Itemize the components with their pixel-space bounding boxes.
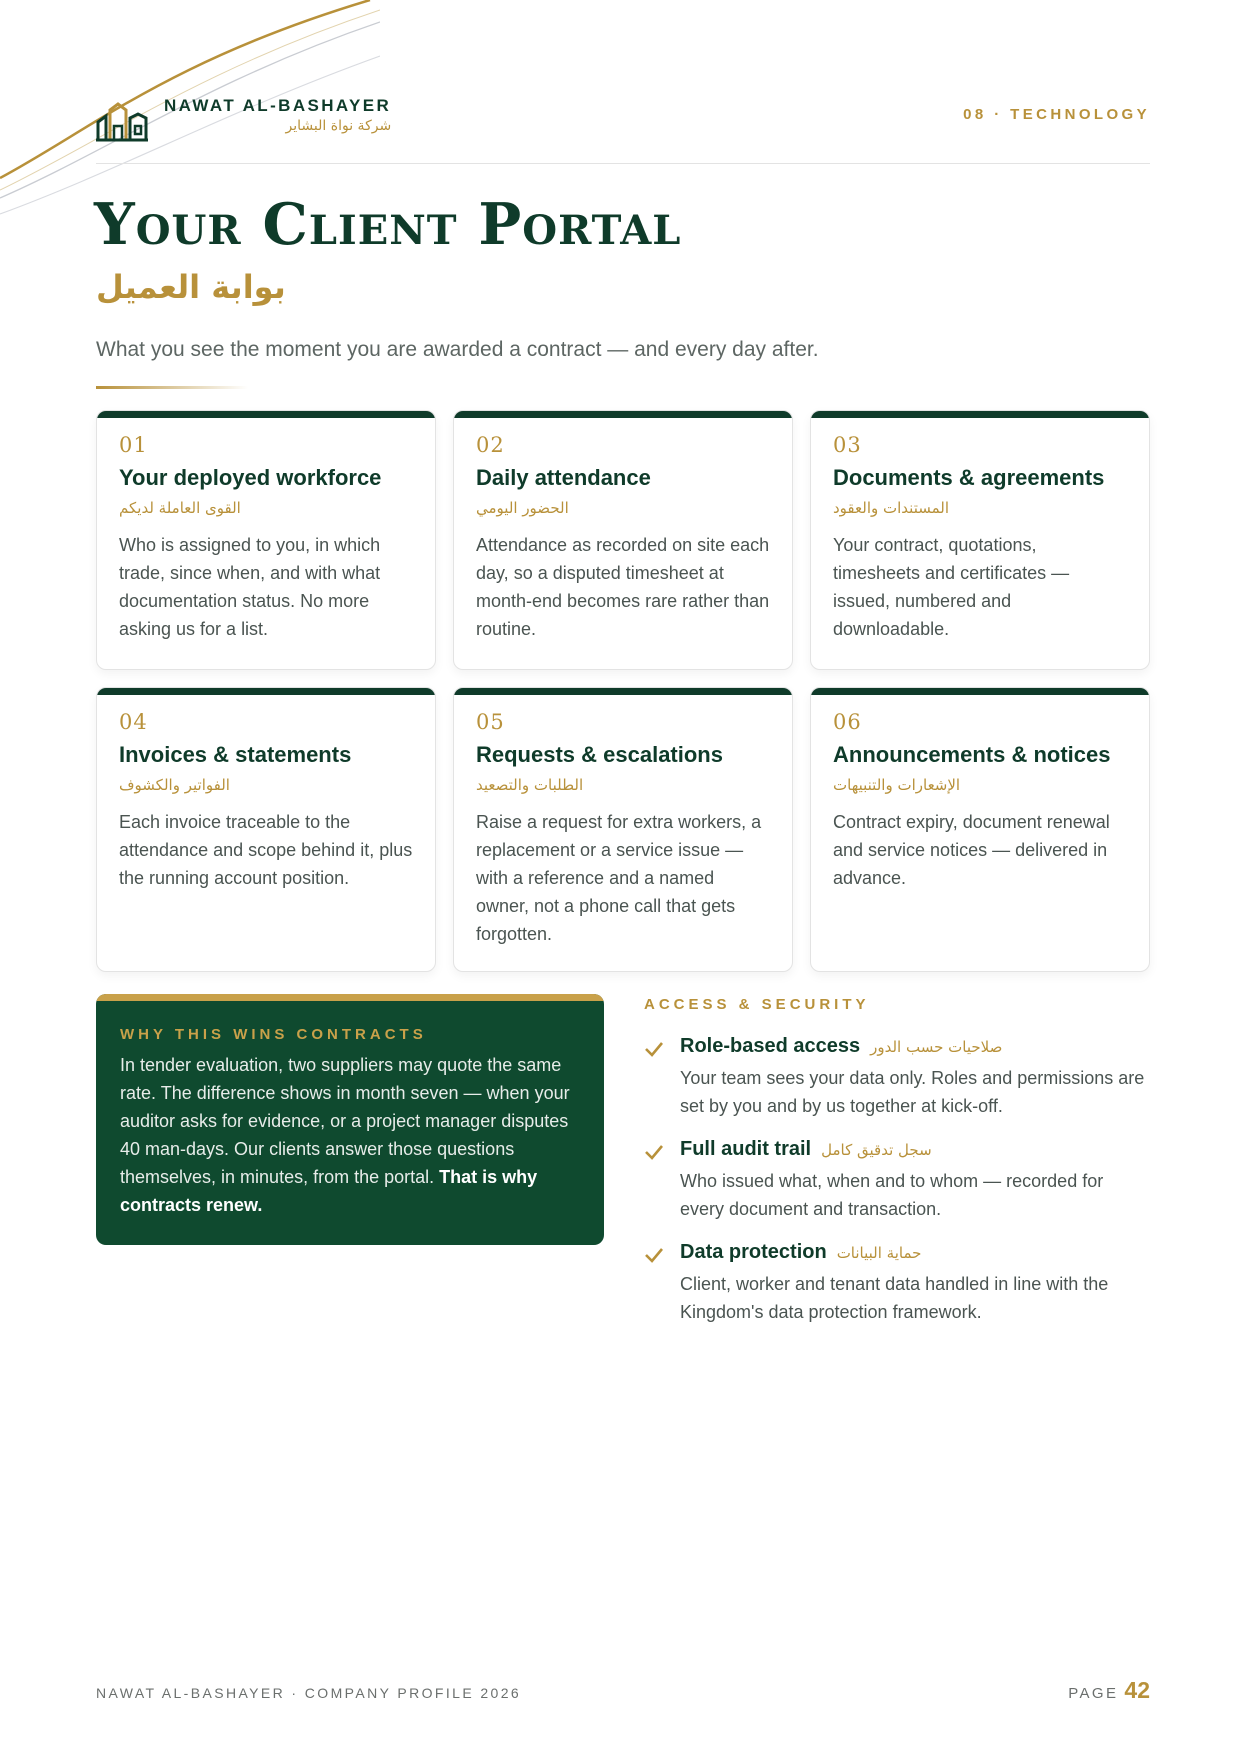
- access-item-title: Role-based access: [680, 1035, 861, 1057]
- page-number: 42: [1124, 1677, 1150, 1703]
- card-number: 05: [476, 710, 505, 734]
- why-body: In tender evaluation, two suppliers may quote the same rate. The difference shows in month seven — when your auditor asks for evidence, or a project manager disputes 40 man-days. Our clients answer those questions themselves, in minutes, from the portal.: [120, 1055, 570, 1187]
- card-number: 06: [833, 710, 862, 734]
- card-title: Requests & escalations: [476, 742, 723, 767]
- page-header: [96, 92, 1150, 164]
- card-title-arabic: القوى العاملة لديكم: [119, 499, 241, 517]
- section-tag: 08 · TECHNOLOGY: [963, 106, 1150, 123]
- card-number: 02: [476, 433, 505, 457]
- access-item-heading: [680, 1035, 1150, 1058]
- card-title: Daily attendance: [476, 465, 651, 490]
- access-item-heading: [680, 1241, 1150, 1264]
- card-title: Your deployed workforce: [119, 465, 382, 490]
- card-title-arabic: الطلبات والتصعيد: [476, 776, 584, 794]
- footer-company-profile: NAWAT AL-BASHAYER · COMPANY PROFILE 2026: [96, 1685, 522, 1701]
- access-item: [644, 1241, 1150, 1326]
- feature-card: [810, 410, 1150, 670]
- footer-page-indicator: [1068, 1677, 1150, 1704]
- card-description: Your contract, quotations, timesheets and certificates — issued, numbered and downloadable.: [833, 535, 1070, 639]
- brand-name: NAWAT AL-BASHAYER: [164, 96, 392, 115]
- feature-card: [453, 410, 793, 670]
- card-number: 01: [119, 433, 148, 457]
- why-this-wins-panel: [96, 994, 604, 1245]
- access-item-title: Full audit trail: [680, 1138, 812, 1160]
- card-title-arabic: الفواتير والكشوف: [119, 776, 230, 794]
- card-title-arabic: الحضور اليومي: [476, 499, 569, 517]
- page-title: Your Client Portal: [94, 191, 682, 258]
- card-description: Who is assigned to you, in which trade, since when, and with what documentation status. No more asking us for a list.: [119, 535, 381, 639]
- page-title-arabic: بوابة العميل: [96, 268, 286, 306]
- access-label: ACCESS & SECURITY: [644, 996, 870, 1013]
- brand-name-arabic: شركة نواة البشاير: [285, 118, 392, 134]
- card-title: Announcements & notices: [833, 742, 1111, 767]
- access-item-description: Client, worker and tenant data handled in line with the Kingdom's data protection framework.: [680, 1274, 1109, 1322]
- access-item-arabic: سجل تدقيق كامل: [821, 1141, 932, 1159]
- access-item-heading: [680, 1138, 1150, 1161]
- gold-divider: [96, 386, 248, 389]
- card-description: Attendance as recorded on site each day, so a disputed timesheet at month-end becomes rare rather than routine.: [476, 535, 770, 639]
- page-label: PAGE: [1068, 1685, 1119, 1702]
- check-icon: [644, 1245, 664, 1265]
- access-item-title: Data protection: [680, 1241, 827, 1263]
- card-title-arabic: المستندات والعقود: [833, 499, 950, 517]
- card-title-arabic: الإشعارات والتنبيهات: [833, 776, 961, 794]
- why-emphasis: That is why contracts renew.: [120, 1167, 538, 1215]
- card-description: Contract expiry, document renewal and service notices — delivered in advance.: [833, 812, 1110, 888]
- access-item-arabic: حماية البيانات: [836, 1244, 922, 1262]
- card-description: Raise a request for extra workers, a replacement or a service issue — with a reference and a named owner, not a phone call that gets forgotten.: [476, 812, 762, 944]
- card-number: 03: [833, 433, 862, 457]
- access-item: [644, 1138, 1150, 1223]
- feature-card: [810, 687, 1150, 972]
- check-icon: [644, 1039, 664, 1059]
- card-number: 04: [119, 710, 148, 734]
- card-title: Documents & agreements: [833, 465, 1105, 490]
- feature-cards-grid: [96, 410, 1150, 972]
- access-item-arabic: صلاحيات حسب الدور: [870, 1038, 1003, 1056]
- access-item-description: Who issued what, when and to whom — recorded for every document and transaction.: [680, 1171, 1104, 1219]
- company-logo-icon: [96, 96, 148, 142]
- access-security-section: [644, 996, 1150, 1326]
- brand-block: [164, 96, 391, 134]
- access-item-description: Your team sees your data only. Roles and permissions are set by you and by us together at kick-off.: [680, 1068, 1145, 1116]
- card-description: Each invoice traceable to the attendance and scope behind it, plus the running account position.: [119, 812, 413, 888]
- page-subtitle: What you see the moment you are awarded a contract — and every day after.: [96, 338, 819, 361]
- card-title: Invoices & statements: [119, 742, 352, 767]
- feature-card: [96, 687, 436, 972]
- why-label: WHY THIS WINS CONTRACTS: [120, 1026, 427, 1043]
- why-text: [120, 1051, 580, 1219]
- check-icon: [644, 1142, 664, 1162]
- access-item: [644, 1035, 1150, 1120]
- feature-card: [96, 410, 436, 670]
- feature-card: [453, 687, 793, 972]
